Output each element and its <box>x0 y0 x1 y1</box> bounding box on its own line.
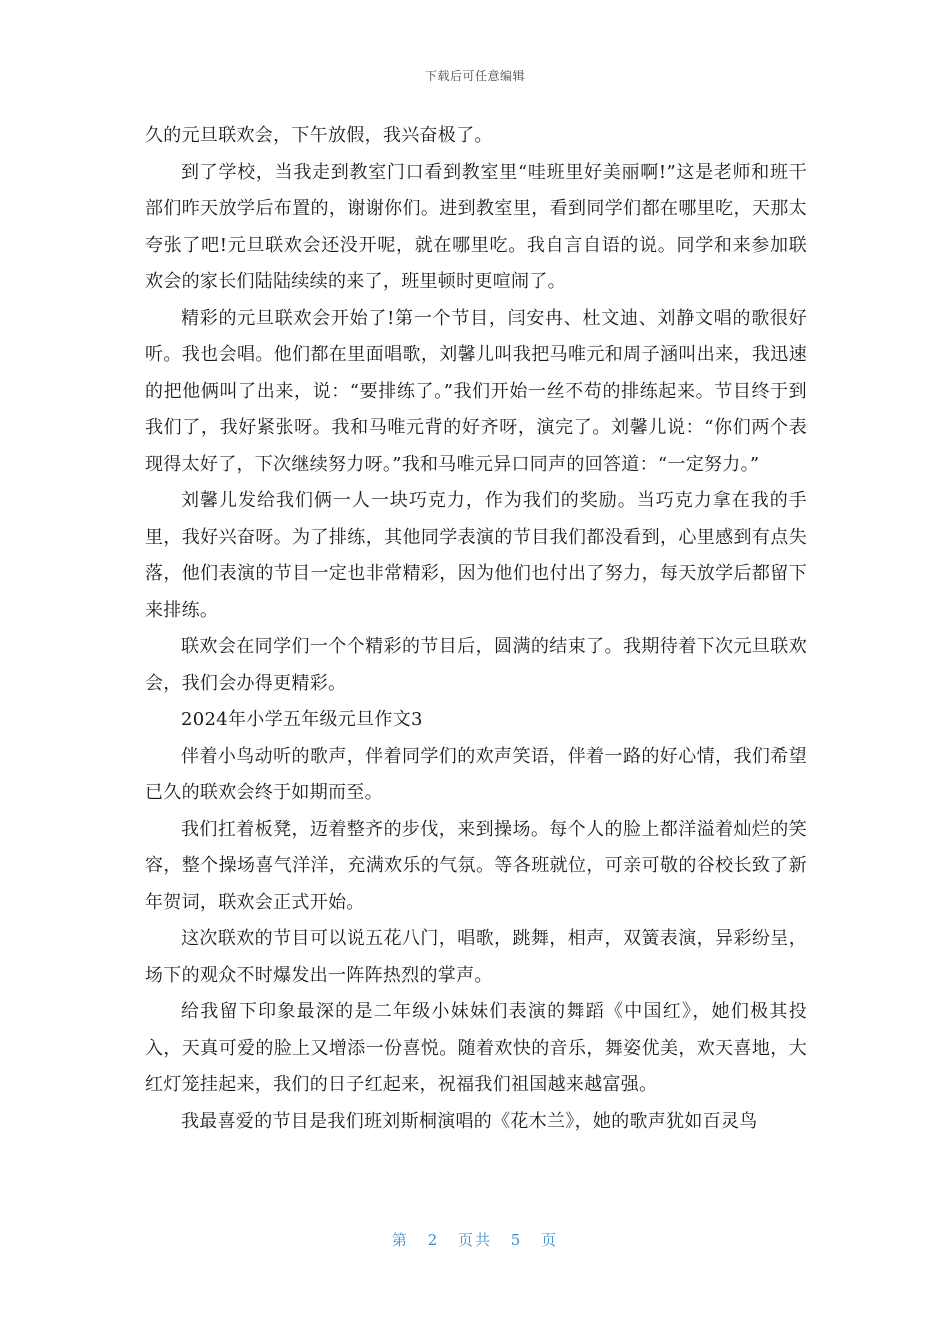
paragraph: 到了学校，当我走到教室门口看到教室里“哇班里好美丽啊!”这是老师和班干部们昨天放学后布置的，谢谢你们。进到教室里，看到同学们都在哪里吃，天那太夸张了吧!元旦联欢会还没开呢，就在哪里吃。我自言自语的说。同学和来参加联欢会的家长们陆陆续续的来了，班里顿时更喧闹了。 <box>145 161 807 292</box>
paragraph: 联欢会在同学们一个个精彩的节目后，圆满的结束了。我期待着下次元旦联欢会，我们会办得更精彩。 <box>145 636 807 694</box>
paragraph: 给我留下印象最深的是二年级小妹妹们表演的舞蹈《中国红》，她们极其投入，天真可爱的脸上又增添一份喜悦。随着欢快的音乐，舞姿优美，欢天喜地，大红灯笼挂起来，我们的日子红起来，祝福我们祖国越来越富强。 <box>145 1001 807 1095</box>
paragraph: 精彩的元旦联欢会开始了!第一个节目，闫安冉、杜文迪、刘静文唱的歌很好听。我也会唱。他们都在里面唱歌，刘馨儿叫我把马唯元和周子涵叫出来，我迅速的把他俩叫了出来，说：“要排练了。”我们开始一丝不苟的排练起来。节目终于到我们了，我好紧张呀。我和马唯元背的好齐呀，演完了。刘馨儿说：“你们两个表现得太好了，下次继续努力呀。”我和马唯元异口同声的回答道：“一定努力。” <box>145 307 807 475</box>
paragraph-continuation: 久的元旦联欢会，下午放假，我兴奋极了。 <box>145 125 493 146</box>
paragraph: 我们扛着板凳，迈着整齐的步伐，来到操场。每个人的脸上都洋溢着灿烂的笑容，整个操场喜气洋洋，充满欢乐的气氛。等各班就位，可亲可敬的谷校长致了新年贺词，联欢会正式开始。 <box>145 818 807 913</box>
paragraph: 刘馨儿发给我们俩一人一块巧克力，作为我们的奖励。当巧克力拿在我的手里，我好兴奋呀。为了排练，其他同学表演的节目我们都没看到，心里感到有点失落，他们表演的节目一定也非常精彩，因为他们也付出了努力，每天放学后都留下来排练。 <box>145 490 807 621</box>
paragraph: 这次联欢的节目可以说五花八门，唱歌，跳舞，相声，双簧表演，异彩纷呈，场下的观众不时爆发出一阵阵热烈的掌声。 <box>145 928 807 986</box>
header-note: 下载后可任意编辑 <box>424 69 525 83</box>
section-title: 2024年小学五年级元旦作文3 <box>181 709 423 730</box>
document-body <box>145 118 807 1140</box>
paragraph: 伴着小鸟动听的歌声，伴着同学们的欢声笑语，伴着一路的好心情，我们希望已久的联欢会终于如期而至。 <box>145 745 807 803</box>
page-number: 第 2 页共 5 页 <box>391 1231 559 1249</box>
paragraph: 我最喜爱的节目是我们班刘斯桐演唱的《花木兰》，她的歌声犹如百灵鸟 <box>181 1110 758 1132</box>
